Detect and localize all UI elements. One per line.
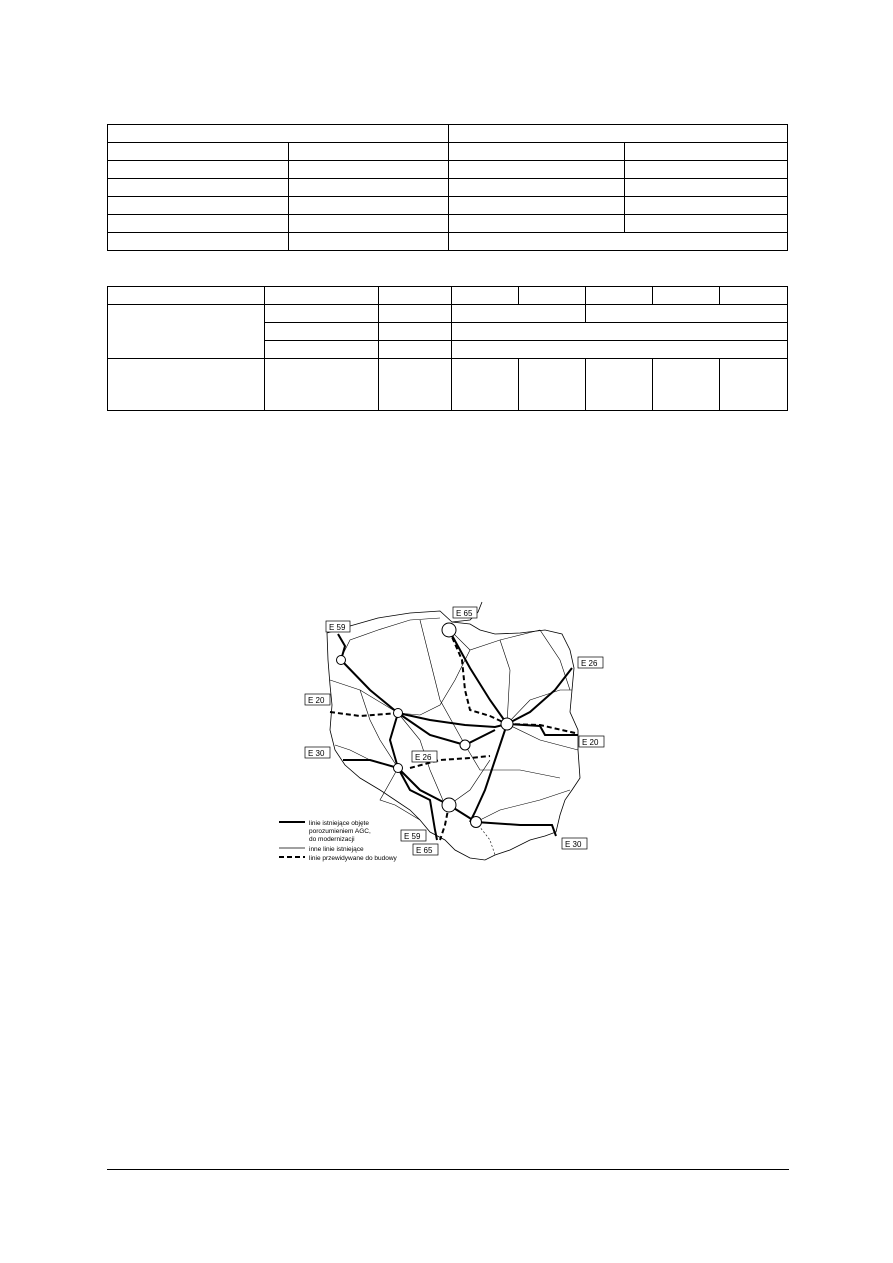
table-cell (625, 161, 788, 179)
table-row (108, 197, 788, 215)
table-cell (379, 341, 452, 359)
label-e59-bottom: E 59 (404, 832, 421, 841)
table-cell (720, 287, 788, 305)
table-cell (653, 359, 720, 411)
other-lines (330, 618, 578, 822)
label-e30-right: E 30 (565, 840, 582, 849)
agc-lines (338, 630, 578, 840)
table-cell (586, 305, 788, 323)
footer-rule (107, 1169, 789, 1170)
table-cell (449, 197, 625, 215)
table-cell (452, 287, 519, 305)
table-cell (379, 305, 452, 323)
table-cell (449, 179, 625, 197)
table-cell (452, 323, 788, 341)
legend-agc-label-1: linie istniejące objęte (309, 820, 369, 827)
table-cell (265, 323, 379, 341)
legend-other-label: inne linie istniejące (309, 846, 364, 853)
table-row (108, 161, 788, 179)
table-cell (519, 287, 586, 305)
table-cell (449, 233, 788, 251)
legend-planned-label: linie przewidywane do budowy (309, 855, 397, 862)
table-cell (379, 359, 452, 411)
table-cell (289, 197, 449, 215)
table-cell (653, 287, 720, 305)
table-cell (265, 305, 379, 323)
label-e20-right: E 20 (582, 738, 599, 747)
table-cell (379, 287, 452, 305)
legend-agc-label-3: do modernizacji (309, 836, 355, 843)
table-cell (586, 359, 653, 411)
table-cell (108, 287, 265, 305)
table-row (108, 359, 788, 411)
table-cell (108, 125, 449, 143)
table-cell (720, 359, 788, 411)
table-cell (108, 179, 289, 197)
table-row (108, 143, 788, 161)
table-row (108, 215, 788, 233)
table-2 (107, 286, 788, 411)
table-row (108, 233, 788, 251)
table-cell (108, 305, 265, 359)
table-row (108, 179, 788, 197)
table-row (108, 305, 788, 323)
table-cell (289, 233, 449, 251)
label-e65-bottom: E 65 (416, 846, 433, 855)
label-e20-left: E 20 (308, 696, 325, 705)
table-cell (265, 341, 379, 359)
label-e30-left: E 30 (308, 749, 325, 758)
railway-map (276, 598, 606, 873)
table-1 (107, 124, 788, 251)
table-cell (452, 305, 586, 323)
table-cell (108, 197, 289, 215)
label-e59-top: E 59 (329, 623, 346, 632)
table-cell (289, 215, 449, 233)
table-cell (108, 359, 265, 411)
table-cell (289, 179, 449, 197)
table-cell (519, 359, 586, 411)
table-cell (452, 359, 519, 411)
table-cell (108, 161, 289, 179)
table-cell (108, 233, 289, 251)
table-cell (625, 215, 788, 233)
table-row (108, 287, 788, 305)
table-row (108, 125, 788, 143)
map-legend (279, 820, 398, 862)
table-cell (625, 143, 788, 161)
label-e26-mid: E 26 (415, 753, 432, 762)
label-e26-right: E 26 (581, 659, 598, 668)
table-cell (289, 161, 449, 179)
table-cell (452, 341, 788, 359)
legend-agc-label-2: porozumieniem AGC, (309, 828, 371, 835)
label-e65-top: E 65 (456, 609, 473, 618)
table-cell (625, 197, 788, 215)
table-cell (265, 287, 379, 305)
table-cell (108, 215, 289, 233)
table-cell (449, 161, 625, 179)
table-cell (449, 125, 788, 143)
table-cell (108, 143, 289, 161)
table-cell (449, 215, 625, 233)
table-cell (586, 287, 653, 305)
table-cell (379, 323, 452, 341)
table-cell (265, 359, 379, 411)
table-cell (449, 143, 625, 161)
table-cell (289, 143, 449, 161)
table-cell (625, 179, 788, 197)
